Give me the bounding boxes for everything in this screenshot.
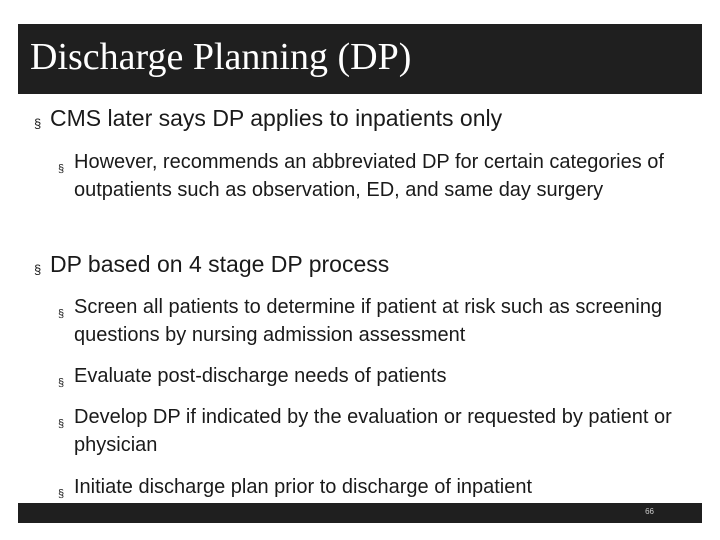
title-bar [18,24,702,94]
page-number: 66 [645,507,654,516]
slide-title: Discharge Planning (DP) [30,36,412,78]
bullet-marker-icon: § [34,262,42,277]
bullet-text: CMS later says DP applies to inpatients only [50,105,503,131]
bullet-level2-develop-dp [58,403,704,459]
bullet-text: Screen all patients to determine if patient at risk such as screening questions by nursing admission assessment [74,296,663,346]
bullet-marker-icon: § [34,116,42,131]
bullet-level2-evaluate-needs [58,362,704,390]
bullet-text: Evaluate post-discharge needs of patients [74,365,447,387]
bullet-text: Develop DP if indicated by the evaluation or requested by patient or physician [74,406,672,456]
bullet-level2-abbreviated-dp [58,148,704,204]
bullet-marker-icon: § [58,488,65,500]
bullet-text: DP based on 4 stage DP process [50,251,390,277]
bullet-marker-icon: § [58,418,65,430]
bullet-level1-four-stage [34,250,389,278]
bullet-level2-screen-patients [58,293,704,349]
bullet-level1-cms-inpatients [34,104,502,132]
bullet-marker-icon: § [58,377,65,389]
bullet-marker-icon: § [58,163,65,175]
footer-bar [18,503,702,523]
bullet-text: Initiate discharge plan prior to discharge of inpatient [74,476,533,498]
bullet-level2-initiate-plan [58,473,704,501]
bullet-marker-icon: § [58,308,65,320]
bullet-text: However, recommends an abbreviated DP for certain categories of outpatients such as observation, ED, and same day surgery [74,151,664,201]
